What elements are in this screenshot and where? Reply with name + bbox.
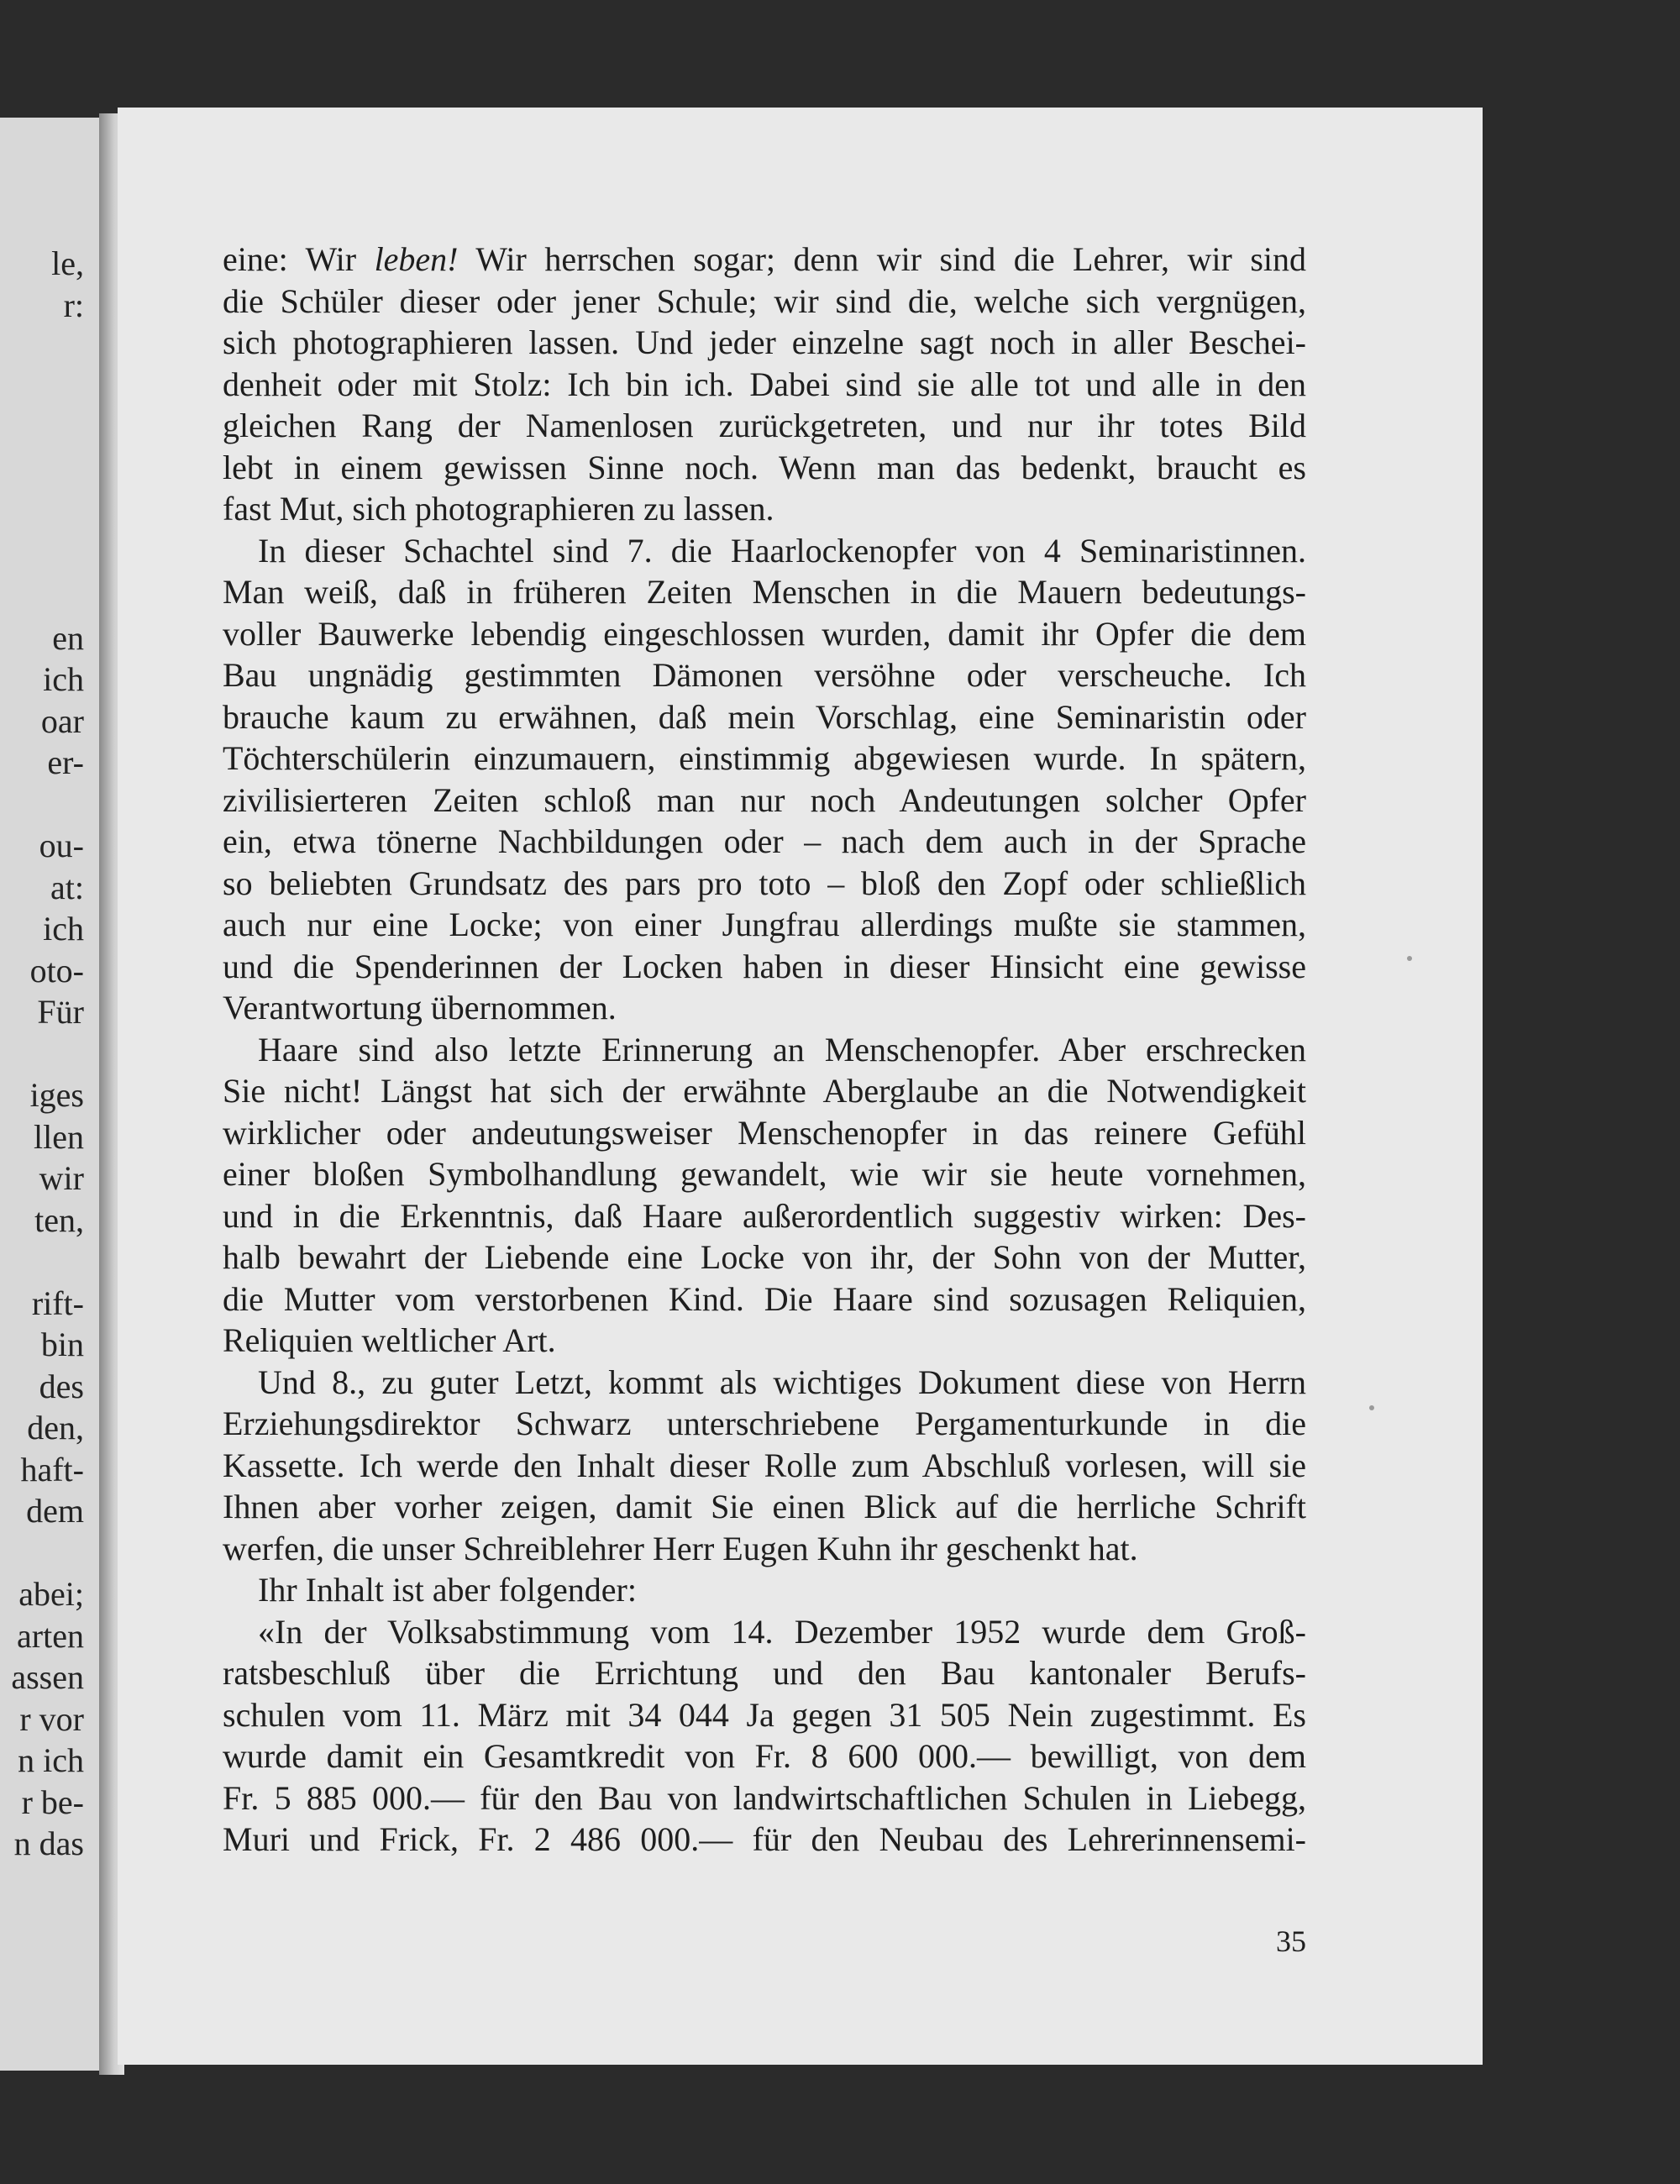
facing-page-text-fragment: ten, bbox=[34, 1200, 84, 1239]
facing-page-text-fragment: wir bbox=[39, 1159, 84, 1197]
text-line: Haare sind also letzte Erinnerung an Menschenopfer. Aber erschrecken bbox=[258, 1030, 1306, 1068]
text-line: ratsbeschluß über die Errichtung und den Bau kantonaler Berufs- bbox=[223, 1654, 1306, 1692]
text-line: brauche kaum zu erwähnen, daß mein Vorschlag, eine Seminaristin oder bbox=[223, 697, 1306, 736]
text-line: Muri und Frick, Fr. 2 486 000.— für den Neubau des Lehrerinnensemi- bbox=[223, 1820, 1306, 1858]
facing-page-text-fragment: dem bbox=[26, 1492, 84, 1530]
text-line: In dieser Schachtel sind 7. die Haarlockenopfer von 4 Seminaristinnen. bbox=[258, 531, 1306, 570]
text-line: fast Mut, sich photographieren zu lassen. bbox=[223, 490, 774, 528]
facing-page-text-fragment: r: bbox=[63, 286, 84, 324]
text-line: wurde damit ein Gesamtkredit von Fr. 8 600 000.— bewilligt, von dem bbox=[223, 1737, 1306, 1775]
text-line: und in die Erkenntnis, daß Haare außerordentlich suggestiv wirken: Des- bbox=[223, 1196, 1306, 1235]
text-line: auch nur eine Locke; von einer Jungfrau allerdings mußte sie stammen, bbox=[223, 906, 1306, 943]
text-line: Erziehungsdirektor Schwarz unterschriebene Pergamenturkunde in die bbox=[223, 1404, 1306, 1442]
facing-page-text-fragment: iges bbox=[29, 1076, 84, 1114]
text-line: voller Bauwerke lebendig eingeschlossen wurden, damit ihr Opfer die dem bbox=[223, 614, 1306, 653]
facing-page-text-fragment: abei; bbox=[18, 1575, 84, 1613]
text-line: Ihnen aber vorher zeigen, damit Sie einen Blick auf die herrliche Schrift bbox=[223, 1488, 1306, 1525]
text-line: sich photographieren lassen. Und jeder einzelne sagt noch in aller Beschei- bbox=[223, 323, 1306, 361]
text-line: zivilisierteren Zeiten schloß man nur noch Andeutungen solcher Opfer bbox=[223, 780, 1306, 819]
page-number: 35 bbox=[1276, 1924, 1306, 1958]
body-text bbox=[223, 239, 1306, 1861]
text-line: gleichen Rang der Namenlosen zurückgetreten, und nur ihr totes Bild bbox=[223, 407, 1306, 444]
text-line: halb bewahrt der Liebende eine Locke von ihr, der Sohn von der Mutter, bbox=[223, 1238, 1306, 1276]
text-line: denheit oder mit Stolz: Ich bin ich. Dabei sind sie alle tot und alle in den bbox=[223, 365, 1306, 403]
facing-page-text-fragment: er- bbox=[47, 743, 84, 781]
facing-page-text-fragment: assen bbox=[11, 1658, 84, 1696]
text-line: Bau ungnädig gestimmten Dämonen versöhne oder verscheuche. Ich bbox=[223, 656, 1306, 694]
facing-page-text-fragment: at: bbox=[50, 868, 84, 906]
facing-page-text-fragment: den, bbox=[27, 1409, 84, 1446]
facing-page-text-fragment: arten bbox=[17, 1616, 84, 1655]
text-line: Fr. 5 885 000.— für den Bau von landwirtschaftlichen Schulen in Liebegg, bbox=[223, 1778, 1306, 1817]
facing-page-text-fragment: n ich bbox=[18, 1741, 84, 1779]
text-line: so beliebten Grundsatz des pars pro toto – bloß den Zopf oder schließlich bbox=[223, 864, 1306, 902]
paper-speck bbox=[1407, 956, 1412, 961]
text-line: Man weiß, daß in früheren Zeiten Menschen in die Mauern bedeutungs- bbox=[223, 573, 1306, 611]
text-line: Kassette. Ich werde den Inhalt dieser Rolle zum Abschluß vorlesen, will sie bbox=[223, 1446, 1306, 1484]
facing-page-text-fragment: Für bbox=[37, 993, 84, 1031]
paper-speck bbox=[1369, 1405, 1374, 1410]
text-line: die Mutter vom verstorbenen Kind. Die Haare sind sozusagen Reliquien, bbox=[223, 1279, 1306, 1318]
facing-page-text-fragment: haft- bbox=[20, 1450, 84, 1488]
text-line: eine: Wir leben! Wir herrschen sogar; denn wir sind die Lehrer, wir sind bbox=[223, 240, 1306, 278]
text-line: Ihr Inhalt ist aber folgender: bbox=[258, 1571, 637, 1609]
emphasis-text: leben! bbox=[374, 240, 459, 278]
text-line: einer bloßen Symbolhandlung gewandelt, wie wir sie heute vornehmen, bbox=[223, 1155, 1306, 1193]
facing-page-text-fragment: ou- bbox=[39, 827, 84, 864]
text-line: Reliquien weltlicher Art. bbox=[223, 1321, 556, 1359]
text-line: die Schüler dieser oder jener Schule; wir sind die, welche sich vergnügen, bbox=[223, 281, 1306, 320]
facing-page-text-fragment: des bbox=[39, 1367, 84, 1405]
facing-page-text-fragment: r be- bbox=[21, 1782, 84, 1821]
facing-page-text-fragment: rift- bbox=[31, 1284, 84, 1322]
text-line: und die Spenderinnen der Locken haben in dieser Hinsicht eine gewisse bbox=[223, 947, 1306, 985]
text-line: «In der Volksabstimmung vom 14. Dezember 1952 wurde dem Groß- bbox=[258, 1612, 1306, 1651]
text-line: schulen vom 11. März mit 34 044 Ja gegen 31 505 Nein zugestimmt. Es bbox=[223, 1695, 1306, 1734]
text-line: Töchterschülerin einzumauern, einstimmig abgewiesen wurde. In spätern, bbox=[223, 739, 1306, 777]
text-line: werfen, die unser Schreiblehrer Herr Eugen Kuhn ihr geschenkt hat. bbox=[223, 1529, 1138, 1567]
facing-page-text-fragment: ich bbox=[43, 660, 84, 698]
book-page bbox=[118, 108, 1483, 2065]
facing-page-text-fragment: r vor bbox=[19, 1699, 84, 1738]
facing-page-text-fragment: llen bbox=[34, 1117, 84, 1156]
text-line: Sie nicht! Längst hat sich der erwähnte Aberglaube an die Notwendigkeit bbox=[223, 1072, 1306, 1110]
text-line: wirklicher oder andeutungsweiser Menschenopfer in das reinere Gefühl bbox=[223, 1113, 1306, 1152]
text-line: ein, etwa tönerne Nachbildungen oder – nach dem auch in der Sprache bbox=[223, 822, 1306, 860]
text-line: Verantwortung übernommen. bbox=[223, 989, 617, 1026]
text-line: lebt in einem gewissen Sinne noch. Wenn man das bedenkt, braucht es bbox=[223, 448, 1306, 486]
facing-page-text-fragment: en bbox=[52, 618, 84, 657]
text-line: Und 8., zu guter Letzt, kommt als wichtiges Dokument diese von Herrn bbox=[258, 1362, 1306, 1401]
facing-page-text-fragment: ich bbox=[43, 910, 84, 948]
facing-page-text-fragment: n das bbox=[13, 1824, 84, 1862]
facing-page-text-fragment: oto- bbox=[29, 951, 84, 990]
facing-page-text-fragment: oar bbox=[40, 701, 84, 740]
facing-page-text-fragment: le, bbox=[51, 244, 84, 282]
facing-page-text-fragment: bin bbox=[40, 1326, 84, 1363]
facing-page-edge bbox=[0, 118, 108, 2071]
